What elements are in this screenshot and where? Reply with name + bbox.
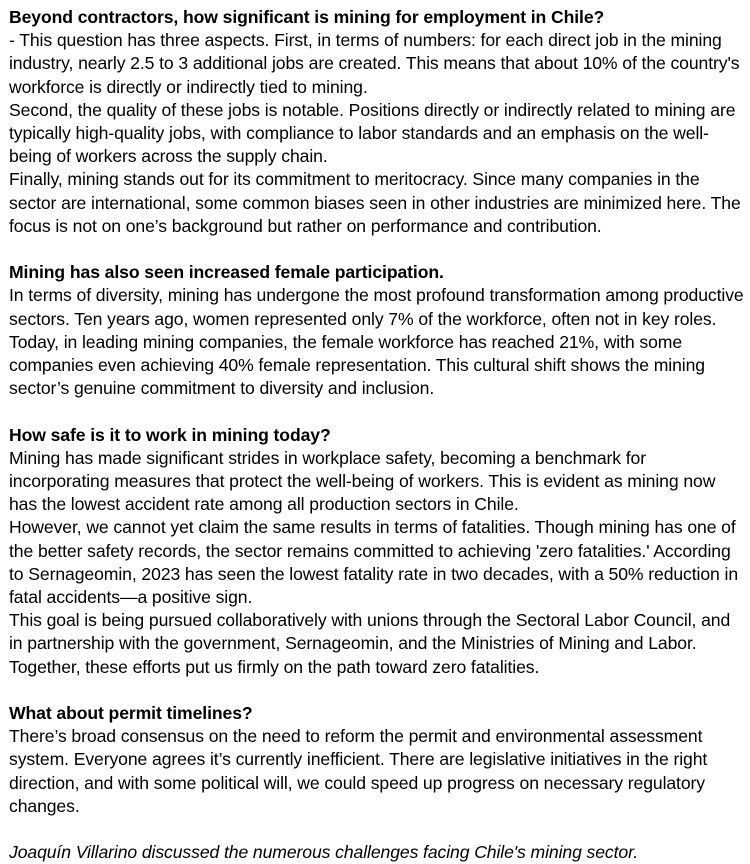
section-employment [9, 6, 747, 238]
paragraph: Mining has made significant strides in workplace safety, becoming a benchmark for incorporating measures that protect the well-being of workers. This is evident as mining now has the lowest accident rate among all production sectors in Chile. [9, 447, 716, 515]
photo-caption: Joaquín Villarino discussed the numerous challenges facing Chile's mining sector. [9, 842, 638, 863]
section-permits [9, 702, 747, 818]
section-heading: Beyond contractors, how significant is mining for employment in Chile? [9, 7, 605, 27]
section-spacer [9, 400, 747, 423]
paragraph: Finally, mining stands out for its commitment to meritocracy. Since many companies in the sector are international, some common biases seen in other industries are minimized here. The focus is not on one’s background but rather on performance and contribution. [9, 169, 741, 236]
paragraph: This goal is being pursued collaboratively with unions through the Sectoral Labor Council, and in partnership with the government, Sernageomin, and the Ministries of Mining and Labor. Together, these efforts put us firmly on the path toward zero fatalities. [9, 610, 731, 677]
section-spacer [9, 818, 747, 841]
paragraph: Second, the quality of these jobs is notable. Positions directly or indirectly related to mining are typically high-quality jobs, with compliance to labor standards and an emphasis on the well-being of workers across the supply chain. [9, 99, 736, 167]
section-female-participation [9, 261, 747, 400]
paragraph: In terms of diversity, mining has undergone the most profound transformation among productive sectors. Ten years ago, women represented only 7% of the workforce, often not in key roles. Today, in leading mining companies, the female workforce has reached 21%, with some companies even achieving 40% female representation. This cultural shift shows the mining sector’s genuine commitment to diversity and inclusion. [9, 285, 744, 399]
paragraph: - This question has three aspects. First, in terms of numbers: for each direct job in the mining industry, nearly 2.5 to 3 additional jobs are created. This means that about 10% of the country's workforce is directly or indirectly tied to mining. [9, 30, 740, 97]
section-safety [9, 424, 747, 679]
article-body [9, 6, 747, 864]
paragraph: There’s broad consensus on the need to reform the permit and environmental assessment system. Everyone agrees it’s currently inefficient. There are legislative initiatives in the right direction, and with some political will, we could speed up progress on necessary regulatory changes. [9, 726, 708, 816]
paragraph: However, we cannot yet claim the same results in terms of fatalities. Though mining has one of the better safety records, the sector remains committed to achieving 'zero fatalities.' According to Sernageomin, 2023 has seen the lowest fatality rate in two decades, with a 50% reduction in fatal accidents—a positive sign. [9, 517, 739, 608]
section-heading: How safe is it to work in mining today? [9, 424, 331, 445]
section-spacer [9, 679, 747, 702]
section-spacer [9, 238, 747, 261]
section-heading: What about permit timelines? [9, 703, 253, 724]
section-heading: Mining has also seen increased female participation. [9, 262, 444, 283]
